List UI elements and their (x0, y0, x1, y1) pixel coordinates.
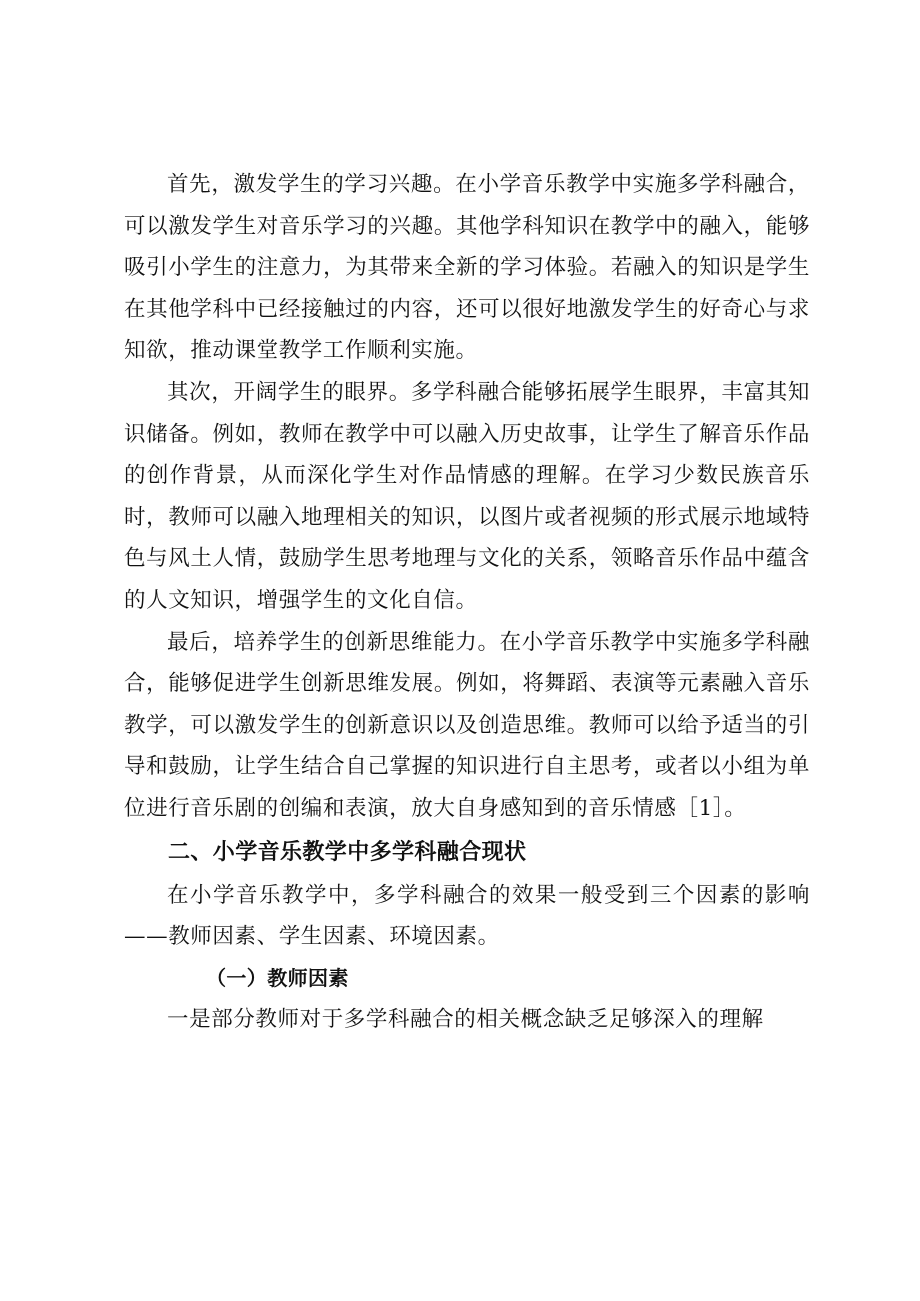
section-heading: 二、小学音乐教学中多学科融合现状 (168, 839, 527, 865)
paragraph-horizons: 其次，开阔学生的眼界。多学科融合能够拓展学生眼界，丰富其知识储备。例如，教师在教学中可以融入历史故事，让学生了解音乐作品的创作背景，从而深化学生对作品情感的理解。在学习少数民族音乐时，教师可以融入地理相关的知识，以图片或者视频的形式展示地域特色与风土人情，鼓励学生思考地理与文化的关系，领略音乐作品中蕴含的人文知识，增强学生的文化自信。 (124, 379, 810, 613)
section-intro-paragraph: 在小学音乐教学中，多学科融合的效果一般受到三个因素的影响——教师因素、学生因素、环境因素。 (124, 882, 810, 950)
paragraph-interest: 首先，激发学生的学习兴趣。在小学音乐教学中实施多学科融合，可以激发学生对音乐学习的兴趣。其他学科知识在教学中的融入，能够吸引小学生的注意力，为其带来全新的学习体验。若融入的知识是学生在其他学科中已经接触过的内容，还可以很好地激发学生的好奇心与求知欲，推动课堂教学工作顺利实施。 (124, 172, 810, 364)
subsection-paragraph: 一是部分教师对于多学科融合的相关概念缺乏足够深入的理解 (167, 1006, 764, 1032)
document-body (124, 164, 810, 1040)
paragraph-innovation: 最后，培养学生的创新思维能力。在小学音乐教学中实施多学科融合，能够促进学生创新思维发展。例如，将舞蹈、表演等元素融入音乐教学，可以激发学生的创新意识以及创造思维。教师可以给予适当的引导和鼓励，让学生结合自己掌握的知识进行自主思考，或者以小组为单位进行音乐剧的创编和表演，放大自身感知到的音乐情感［1］。 (124, 629, 810, 821)
subsection-heading: （一）教师因素 (206, 965, 349, 990)
